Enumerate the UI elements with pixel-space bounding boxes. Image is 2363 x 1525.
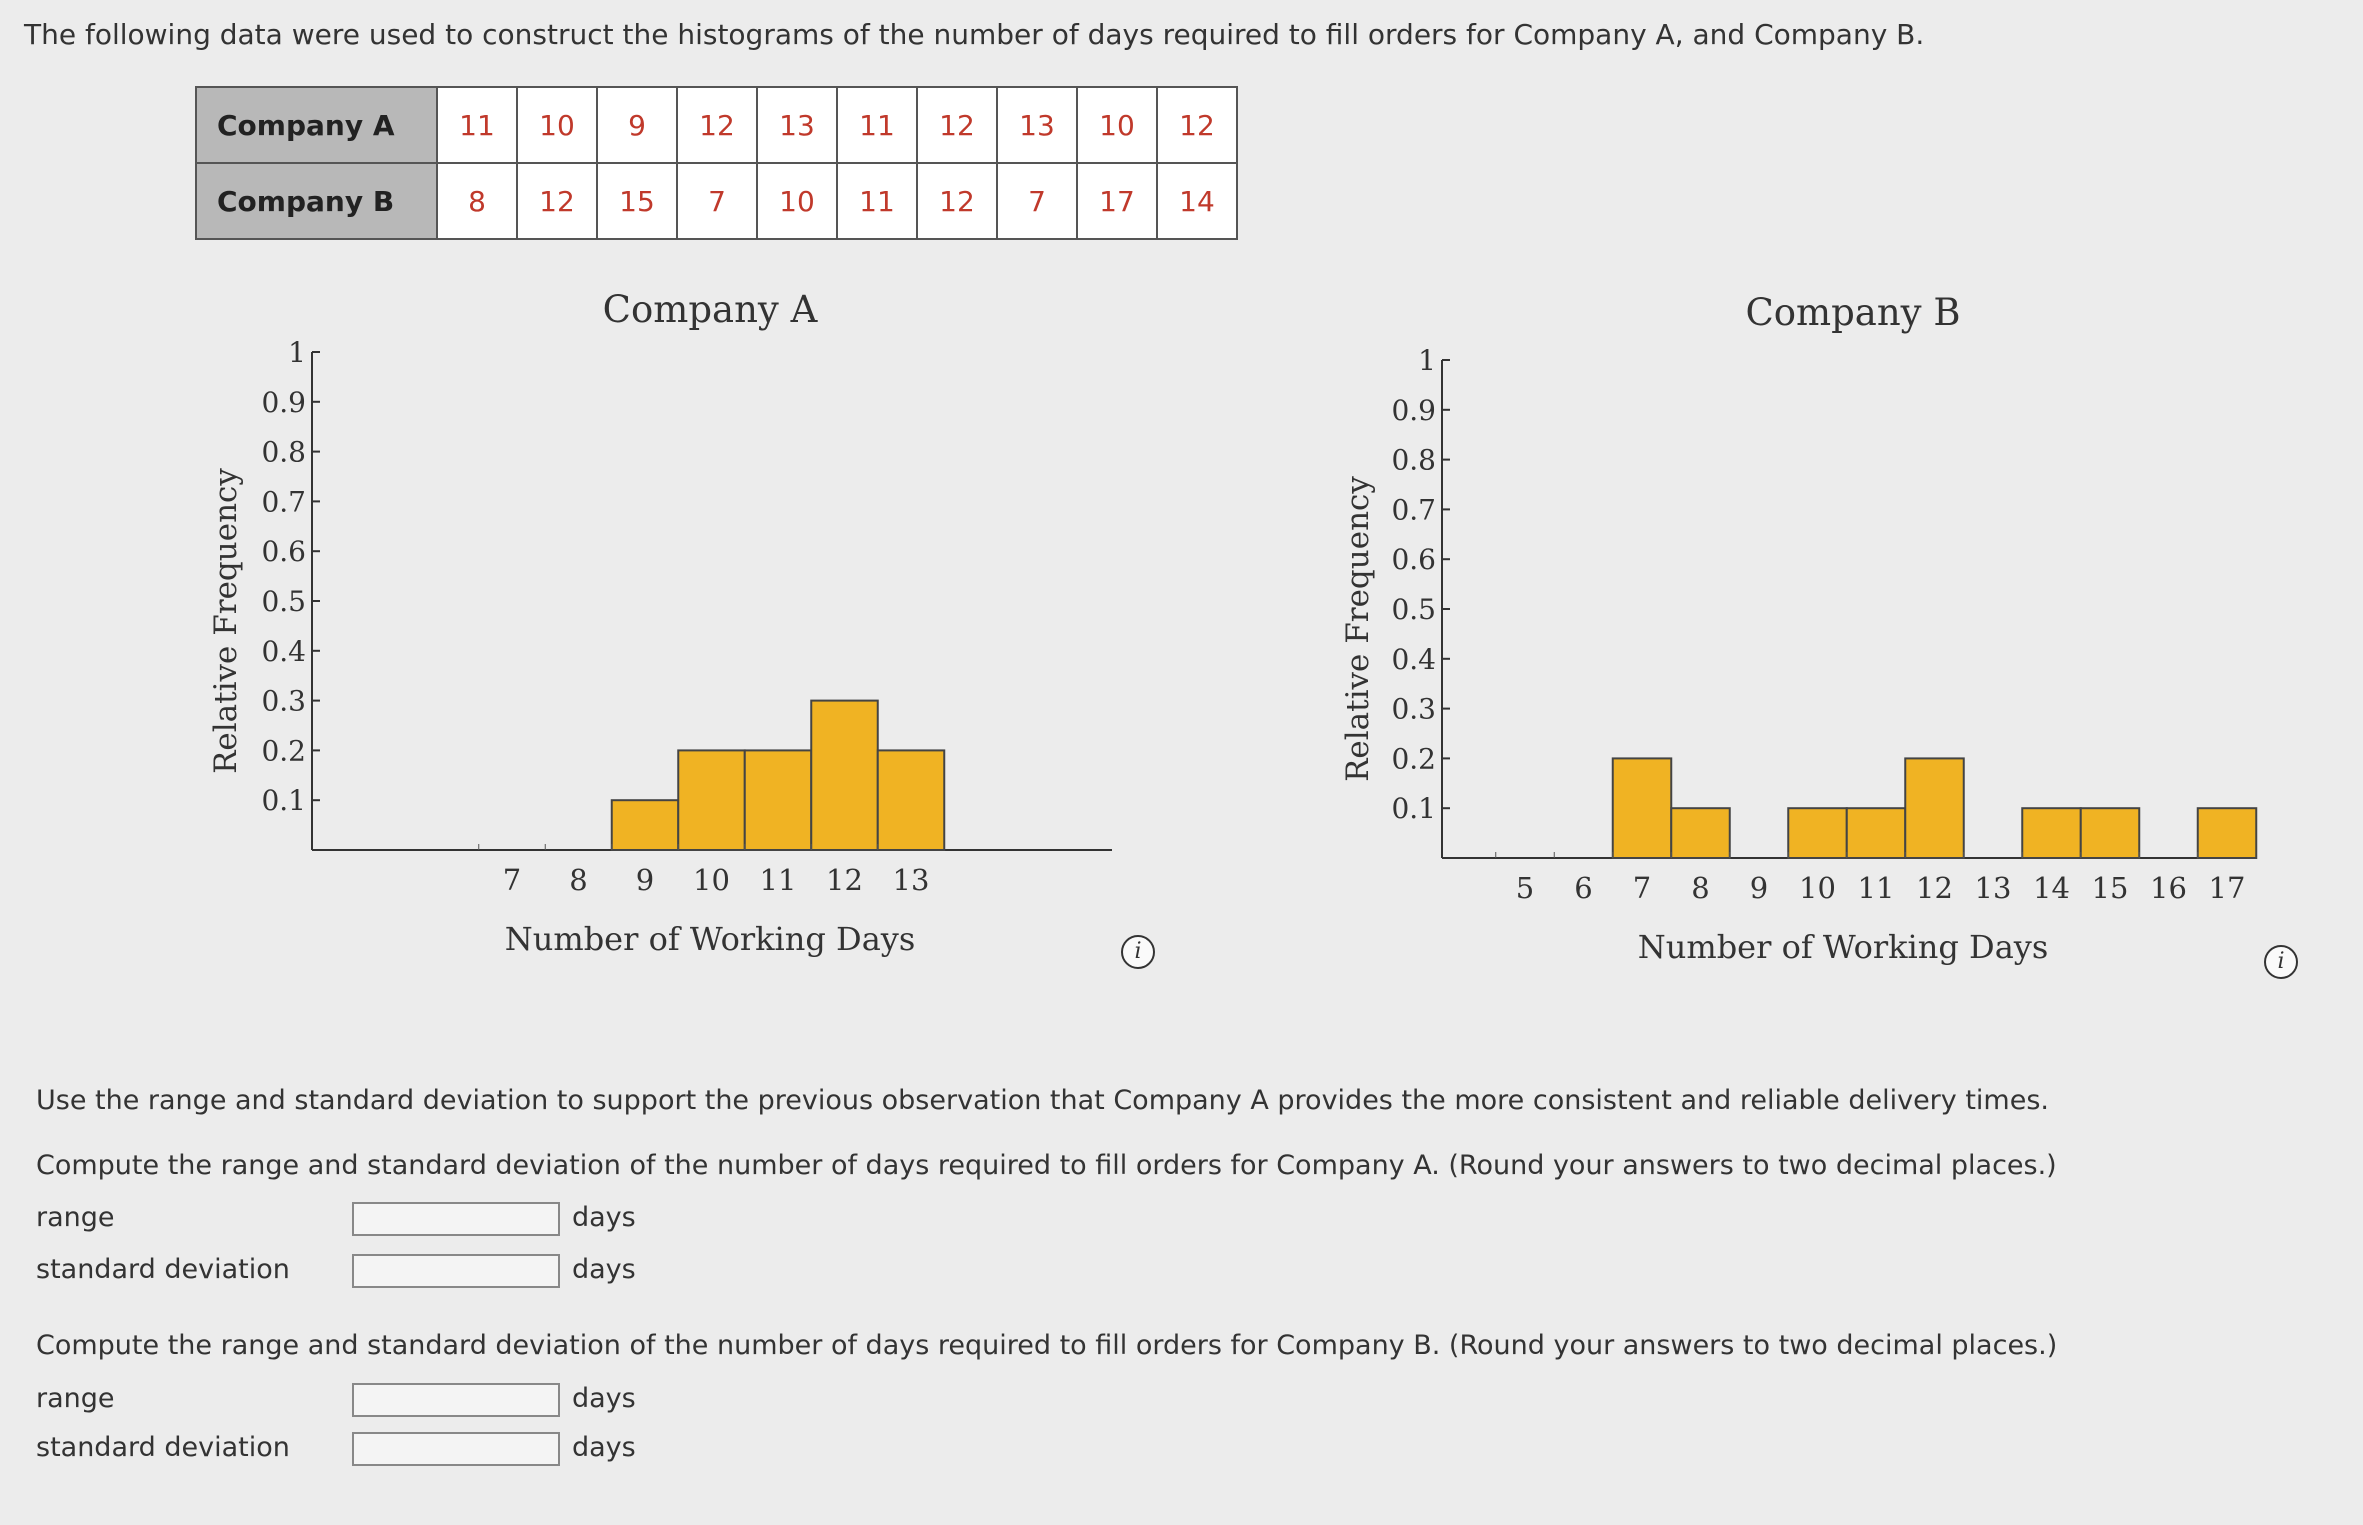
- y-axis-label: Relative Frequency: [1340, 476, 1376, 782]
- table-cell: 9: [597, 87, 677, 163]
- y-tick-label: 1: [288, 336, 306, 369]
- sd-input-company-a[interactable]: [352, 1254, 560, 1288]
- y-tick-label: 0.4: [1391, 642, 1436, 676]
- y-tick-label: 0.7: [1391, 493, 1436, 527]
- sd-unit-a: days: [572, 1254, 636, 1285]
- table-cell: 8: [437, 163, 517, 239]
- y-tick-label: 0.6: [1391, 543, 1436, 577]
- x-tick-label: 11: [759, 863, 797, 897]
- table-cell: 7: [997, 163, 1077, 239]
- histogram-bar: [1905, 758, 1964, 858]
- range-label-a: range: [36, 1202, 115, 1233]
- table-cell: 17: [1077, 163, 1157, 239]
- histogram-bar: [2022, 808, 2081, 858]
- x-tick-label: 8: [569, 863, 588, 897]
- x-tick-label: 10: [693, 863, 730, 897]
- sd-label-a: standard deviation: [36, 1254, 290, 1285]
- table-cell: 7: [677, 163, 757, 239]
- x-tick-label: 12: [1916, 871, 1953, 905]
- x-tick-label: 7: [502, 863, 522, 897]
- histogram-bar: [1847, 808, 1906, 858]
- x-tick-label: 15: [2091, 871, 2129, 905]
- intro-text: The following data were used to construct the histograms of the number of days required to fill orders for Company A, and Company B.: [24, 18, 1925, 51]
- info-icon-company-a[interactable]: i: [1121, 935, 1155, 969]
- y-axis-label: Relative Frequency: [208, 468, 244, 774]
- y-tick-label: 0.9: [1391, 393, 1436, 427]
- x-tick-label: 14: [2033, 871, 2070, 905]
- table-cell: 12: [517, 163, 597, 239]
- histogram-bar: [1671, 808, 1730, 858]
- y-tick-label: 0.2: [1391, 742, 1436, 776]
- y-tick-label: 0.5: [1391, 593, 1436, 626]
- x-tick-label: 7: [1632, 871, 1652, 905]
- x-tick-label: 13: [892, 863, 930, 897]
- x-tick-label: 9: [1749, 871, 1769, 905]
- table-cell: 10: [517, 87, 597, 163]
- sd-input-company-b[interactable]: [352, 1432, 560, 1466]
- row-label: Company A: [196, 87, 437, 163]
- info-icon-company-b[interactable]: i: [2264, 945, 2298, 979]
- x-tick-label: 5: [1515, 871, 1535, 905]
- chart-title: Company B: [1745, 291, 1961, 334]
- range-input-company-a[interactable]: [352, 1202, 560, 1236]
- table-cell: 11: [437, 87, 517, 163]
- y-tick-label: 0.8: [1391, 443, 1436, 477]
- y-tick-label: 0.9: [261, 385, 306, 419]
- x-axis-label: Number of Working Days: [1637, 928, 2049, 966]
- x-tick-label: 8: [1691, 871, 1710, 905]
- range-unit-b: days: [572, 1383, 636, 1414]
- table-cell: 15: [597, 163, 677, 239]
- table-cell: 11: [837, 163, 917, 239]
- y-tick-label: 1: [1418, 344, 1436, 377]
- x-tick-label: 11: [1857, 871, 1895, 905]
- x-tick-label: 10: [1799, 871, 1836, 905]
- table-cell: 12: [1157, 87, 1237, 163]
- sd-unit-b: days: [572, 1432, 636, 1463]
- table-cell: 14: [1157, 163, 1237, 239]
- range-unit-a: days: [572, 1202, 636, 1233]
- table-cell: 10: [757, 163, 837, 239]
- y-tick-label: 0.1: [261, 784, 306, 818]
- table-cell: 13: [997, 87, 1077, 163]
- range-input-company-b[interactable]: [352, 1383, 560, 1417]
- histogram-bar: [1613, 758, 1672, 858]
- y-tick-label: 0.6: [261, 535, 306, 569]
- sd-label-b: standard deviation: [36, 1432, 290, 1463]
- x-tick-label: 6: [1574, 871, 1593, 905]
- histogram-bar: [2198, 808, 2257, 858]
- histogram-bar: [2081, 808, 2140, 858]
- table-cell: 12: [677, 87, 757, 163]
- histogram-bar: [1788, 808, 1847, 858]
- x-tick-label: 16: [2150, 871, 2187, 905]
- y-tick-label: 0.8: [261, 435, 306, 469]
- table-cell: 11: [837, 87, 917, 163]
- table-cell: 13: [757, 87, 837, 163]
- question-2-text: Compute the range and standard deviation of the number of days required to fill orders for Company A. (Round your answers to two decimal places.): [36, 1150, 2057, 1181]
- row-label: Company B: [196, 163, 437, 239]
- x-tick-label: 13: [1974, 871, 2012, 905]
- range-label-b: range: [36, 1383, 115, 1414]
- x-axis-label: Number of Working Days: [504, 920, 916, 958]
- x-tick-label: 12: [826, 863, 863, 897]
- y-tick-label: 0.3: [1391, 692, 1436, 726]
- y-tick-label: 0.2: [261, 734, 306, 768]
- x-tick-label: 9: [635, 863, 655, 897]
- question-1-text: Use the range and standard deviation to support the previous observation that Company A provides the more consistent and reliable delivery times.: [36, 1085, 2049, 1116]
- table-cell: 12: [917, 87, 997, 163]
- table-cell: 12: [917, 163, 997, 239]
- table-cell: 10: [1077, 87, 1157, 163]
- y-tick-label: 0.1: [1391, 792, 1436, 826]
- chart-title: Company A: [602, 288, 818, 331]
- y-tick-label: 0.5: [261, 585, 306, 618]
- question-3-text: Compute the range and standard deviation of the number of days required to fill orders for Company B. (Round your answers to two decimal places.): [36, 1330, 2058, 1361]
- x-tick-label: 17: [2208, 871, 2246, 905]
- y-tick-label: 0.7: [261, 485, 306, 519]
- y-tick-label: 0.4: [261, 634, 306, 668]
- y-tick-label: 0.3: [261, 684, 306, 718]
